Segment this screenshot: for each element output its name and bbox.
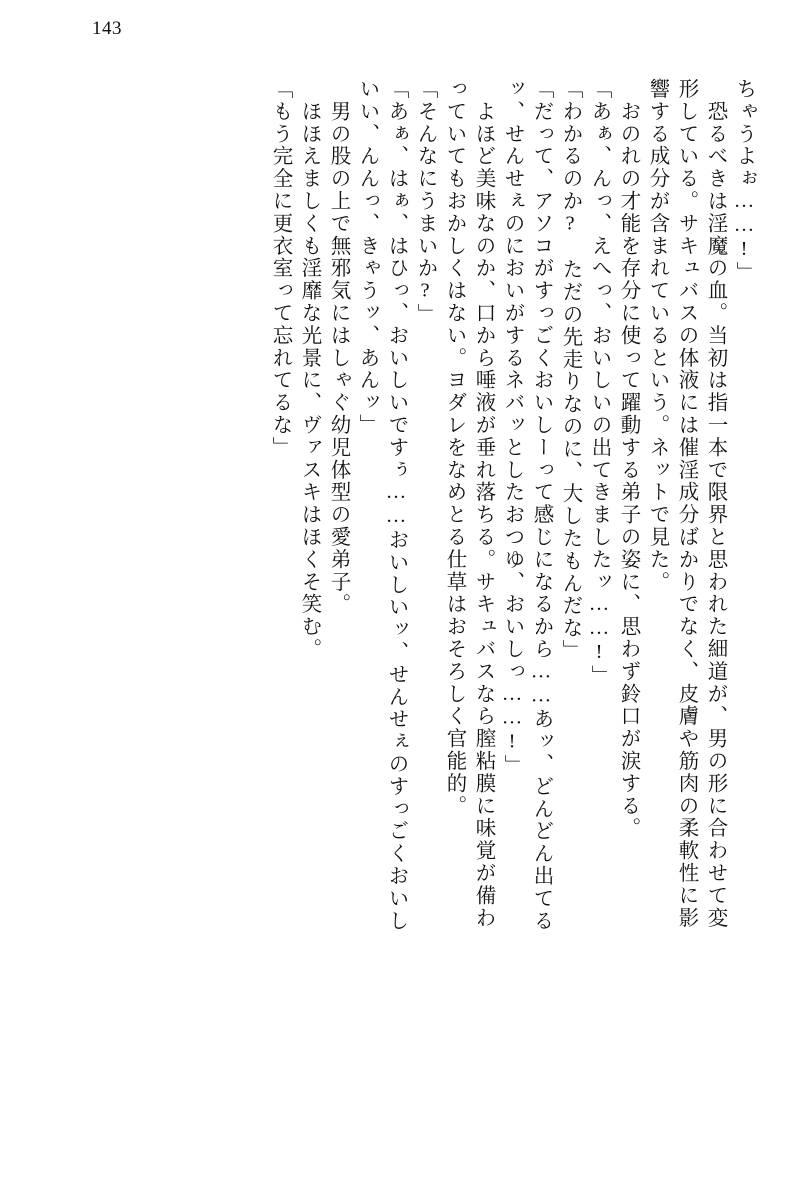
vertical-text-body [54,78,754,1158]
text-line: いい、んんっ、きゃうッ、あんッ」 [356,78,378,437]
text-line: 形している。サキュバスの体液には催淫成分ばかりでなく、皮膚や筋肉の柔軟性に影 [675,78,697,930]
text-line: ほほえましくも淫靡な光景に、ヴァスキはほくそ笑む。 [298,78,320,661]
text-line: ちゃうよぉ……!」 [733,78,755,285]
text-line: 「あぁ、はぁ、はひっ、おいしいですぅ……おいしいッ、せんせぇのすっごくおいし [385,78,407,933]
text-line: おのれの才能を存分に使って躍動する弟子の姿に、思わず鈴口が涙する。 [617,78,639,840]
text-line: 「あぁ、んっ、えへっ、おいしいの出てきましたッ……!」 [588,78,610,688]
text-line: 「もう完全に更衣室って忘れてるな」 [269,78,291,459]
text-line: 男の股の上で無邪気にはしゃぐ幼児体型の愛弟子。 [327,78,349,616]
page-number: 143 [92,18,122,39]
text-line: 「だって、アソコがすっごくおいしーって感じになるから……あッ、どんどん出てる [530,78,552,933]
text-line: よほど美味なのか、口から唾液が垂れ落ちる。サキュバスなら膣粘膜に味覚が備わ [472,78,494,930]
text-line: っていてもおかしくはない。ヨダレをなめとる仕草はおそろしく官能的。 [443,78,465,818]
text-line: 恐るべきは淫魔の血。当初は指一本で限界と思われた細道が、男の形に合わせて変 [704,78,726,930]
text-line: 響する成分が含まれているという。ネットで見た。 [646,78,668,594]
text-line: ッ、せんせぇのにおいがするネバッとしたおつゆ、おいしっ……!」 [501,78,523,777]
text-line: 「わかるのか? ただの先走りなのに、大したもんだな」 [559,78,581,662]
text-line: 「そんなにうまいか?」 [414,78,436,326]
